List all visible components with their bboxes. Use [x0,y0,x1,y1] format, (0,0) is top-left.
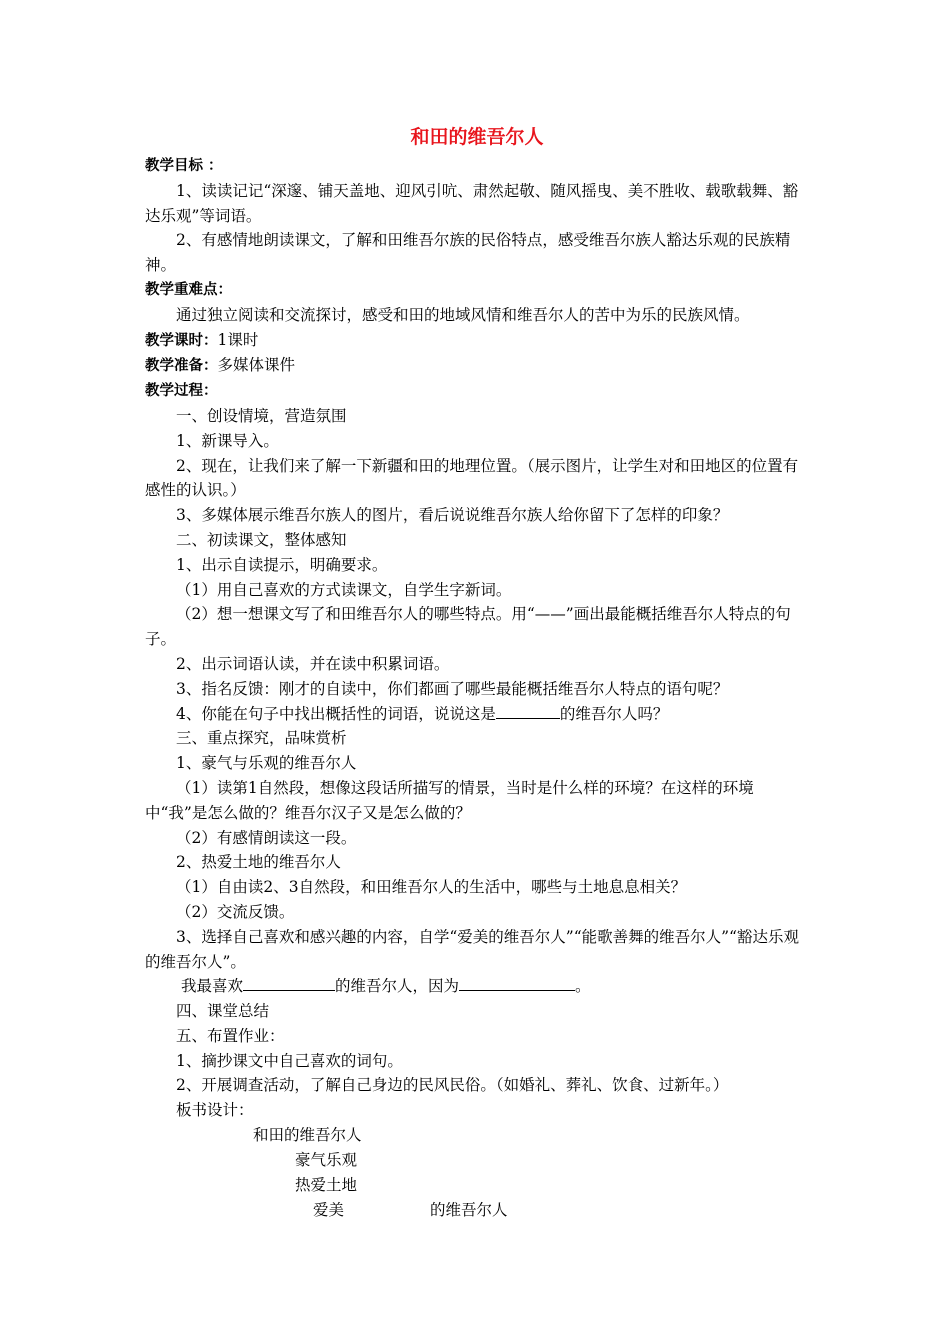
process-step: 1、出示自读提示，明确要求。 [176,555,388,574]
board-design [145,1123,809,1223]
page-title: 和田的维吾尔人 [410,126,544,148]
fill-blank-prefix: 4、你能在句子中找出概括性的词语，说说这是 [176,704,496,723]
hours-value: 1课时 [217,330,259,349]
process-section: 三、重点探究，品味赏析 [176,729,347,748]
goal-item: 2、有感情地朗读课文，了解和田维吾尔族的民俗特点，感受维吾尔族人豁达乐观的民族精神。 [145,231,791,275]
goal-item: 1、读读记记“深邃、铺天盖地、迎风引吭、肃然起敬、随风摇曳、美不胜收、载歌载舞、豁达乐观”等词语。 [145,181,799,225]
process-step: 3、选择自己喜欢和感兴趣的内容，自学“爱美的维吾尔人”“能歌善舞的维吾尔人”“豁达乐观的维吾尔人”。 [145,927,799,971]
fill-blank-suffix: 的维吾尔人吗？ [559,704,669,723]
board-item: 爱美 [313,1201,345,1220]
process-section: 五、布置作业： [176,1026,285,1045]
board-item: 豪气乐观 [295,1151,358,1170]
fill-blank-prefix: 我最喜欢 [181,977,244,996]
fill-blank-line [243,976,335,991]
process-step: 3、多媒体展示维吾尔族人的图片，看后说说维吾尔族人给你留下了怎样的印象？ [176,506,729,525]
process-section: 一、创设情境，营造氛围 [176,406,347,425]
hours-heading: 教学课时： [145,332,218,349]
document-page [145,120,809,1223]
favorite-fill-blank [145,974,809,999]
board-design-heading: 板书设计： [176,1101,254,1120]
process-step: 2、出示词语认读，并在读中积累词语。 [176,654,450,673]
process-heading: 教学过程： [145,383,218,400]
fill-blank-middle: 的维吾尔人，因为 [335,977,460,996]
board-item: 热爱土地 [295,1176,358,1195]
process-step: 1、豪气与乐观的维吾尔人 [176,754,357,773]
hours-row [145,328,809,354]
process-section: 二、初读课文，整体感知 [176,530,347,549]
fill-blank-suffix: 。 [575,977,591,996]
board-title: 和田的维吾尔人 [253,1126,362,1145]
process-substep: （1）读第1自然段，想像这段话所描写的情景，当时是什么样的环境？在这样的环境中“我”是怎么做的？维吾尔汉子又是怎么做的？ [145,778,754,822]
process-step: 2、现在，让我们来了解一下新疆和田的地理位置。（展示图片，让学生对和田地区的位置有感性的认识。） [145,456,799,500]
process-step: 2、热爱土地的维吾尔人 [176,853,341,872]
prep-heading: 教学准备： [145,358,218,375]
process-substep: （2）有感情朗读这一段。 [176,828,357,847]
process-section: 四、课堂总结 [176,1002,270,1021]
fill-blank-line [459,976,575,991]
homework-item: 1、摘抄课文中自己喜欢的词句。 [176,1051,403,1070]
key-points-heading: 教学重难点： [145,281,232,298]
board-item: 的维吾尔人 [430,1201,508,1220]
process-substep: （1）用自己喜欢的方式读课文，自学生字新词。 [176,580,512,599]
fill-blank-line [496,704,560,719]
process-substep: （2）交流反馈。 [176,902,295,921]
process-step: 3、指名反馈：刚才的自读中，你们都画了哪些最能概括维吾尔人特点的语句呢？ [176,679,729,698]
homework-item: 2、开展调查活动，了解自己身边的民风民俗。（如婚礼、葬礼、饮食、过新年。） [176,1076,729,1095]
prep-value: 多媒体课件 [217,356,296,375]
key-points-text: 通过独立阅读和交流探讨，感受和田的地域风情和维吾尔人的苦中为乐的民族风情。 [176,305,750,324]
process-step-fill-blank [145,702,809,727]
prep-row [145,353,809,379]
process-step: 1、新课导入。 [176,431,279,450]
process-substep: （1）自由读2、3自然段，和田维吾尔人的生活中，哪些与土地息息相关？ [176,878,687,897]
goals-heading: 教学目标 ： [145,158,223,174]
process-substep: （2）想一想课文写了和田维吾尔人的哪些特点。用“——”画出最能概括维吾尔人特点的句子。 [145,605,791,649]
